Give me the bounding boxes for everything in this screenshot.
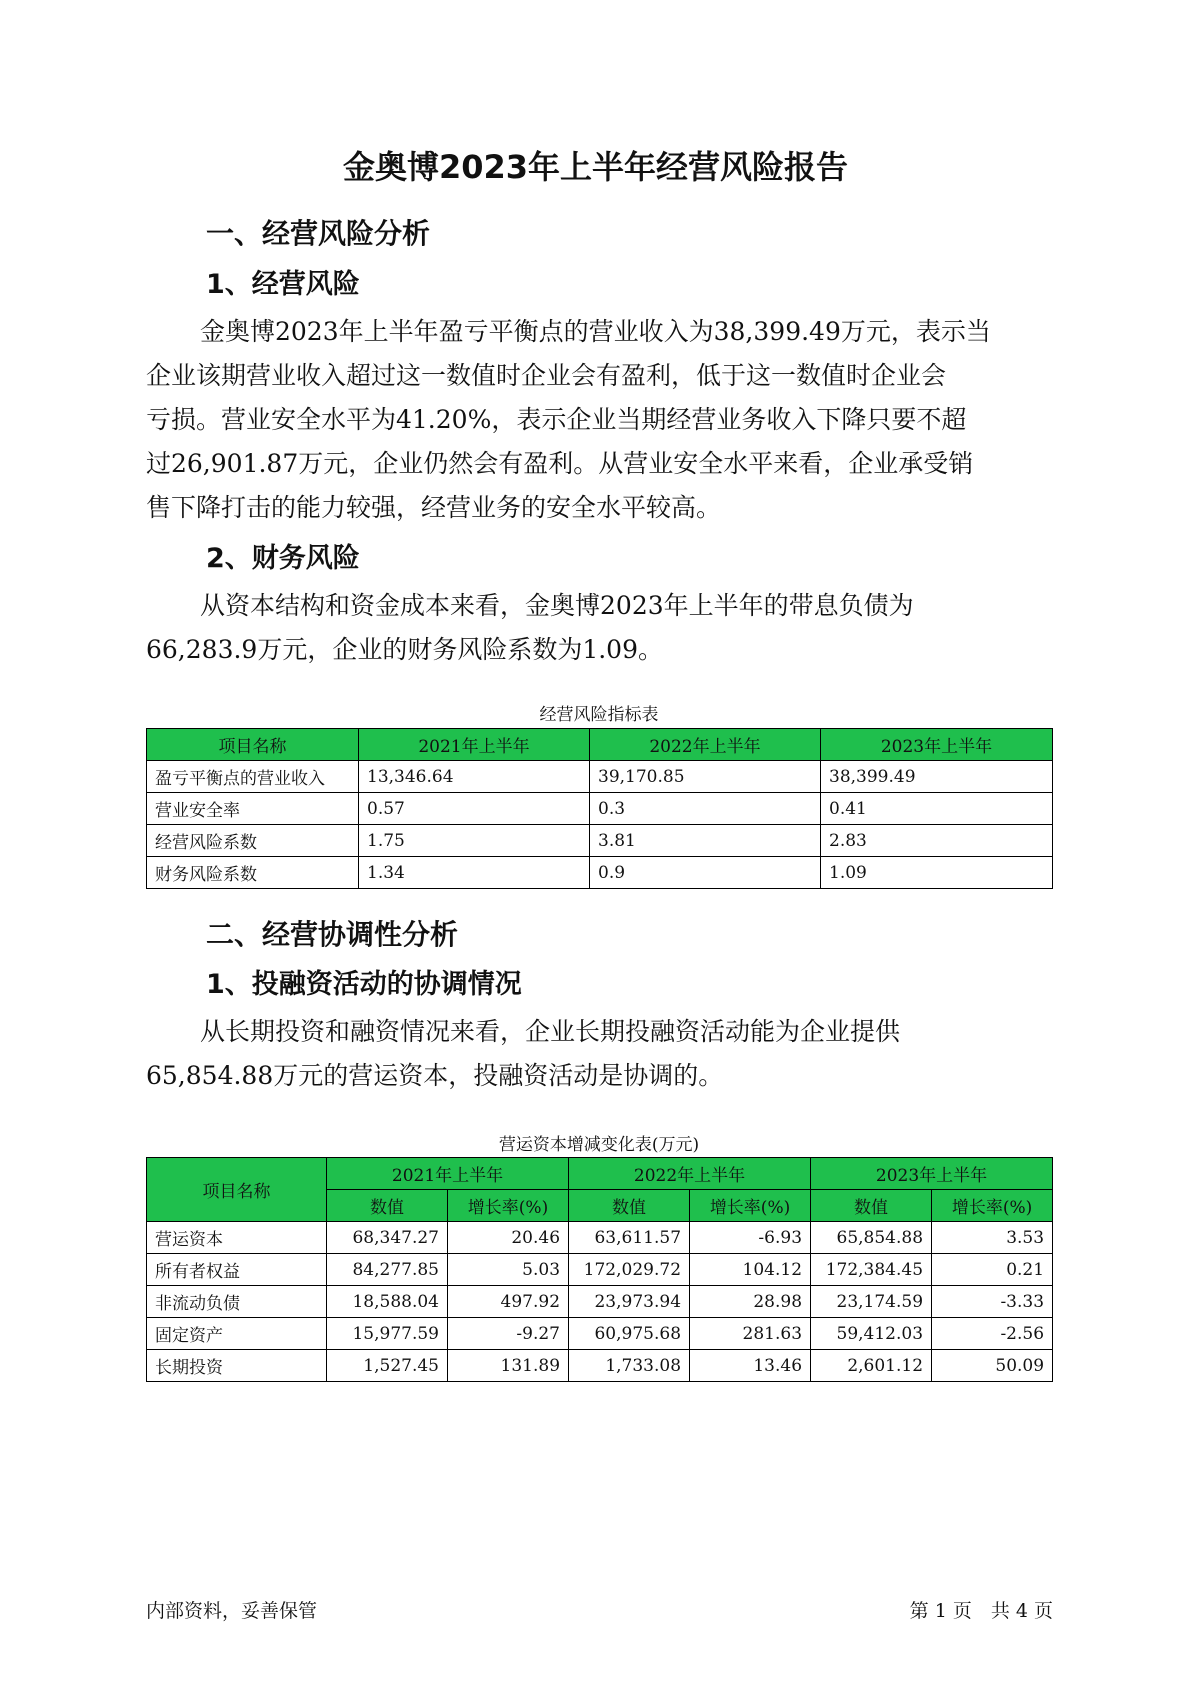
subheader-value: 数值	[569, 1190, 690, 1222]
cell-growth: 50.09	[932, 1350, 1053, 1382]
cell-value: 172,384.45	[811, 1254, 932, 1286]
subheading-financial-risk: 2、财务风险	[206, 543, 360, 574]
row-label: 长期投资	[147, 1350, 327, 1382]
subheader-value: 数值	[811, 1190, 932, 1222]
header-2023h1: 2023年上半年	[811, 1158, 1053, 1190]
table-row	[147, 857, 1053, 889]
cell-value: 1,733.08	[569, 1350, 690, 1382]
footer-confidential-note: 内部资料，妥善保管	[146, 1600, 318, 1622]
cell-value: 0.41	[821, 793, 1053, 825]
cell-value: 3.81	[590, 825, 821, 857]
row-label: 盈亏平衡点的营业收入	[147, 761, 359, 793]
cell-value: 1.09	[821, 857, 1053, 889]
header-2022h1: 2022年上半年	[590, 729, 821, 761]
row-label: 经营风险系数	[147, 825, 359, 857]
table-row	[147, 1318, 1053, 1350]
cell-value: 63,611.57	[569, 1222, 690, 1254]
header-2023h1: 2023年上半年	[821, 729, 1053, 761]
cell-growth: -2.56	[932, 1318, 1053, 1350]
row-label: 非流动负债	[147, 1286, 327, 1318]
cell-value: 39,170.85	[590, 761, 821, 793]
row-label: 所有者权益	[147, 1254, 327, 1286]
cell-value: 68,347.27	[327, 1222, 448, 1254]
cell-value: 13,346.64	[359, 761, 590, 793]
paragraph-operating-risk	[146, 310, 1046, 530]
table-row	[147, 825, 1053, 857]
cell-growth: 28.98	[690, 1286, 811, 1318]
table-row	[147, 761, 1053, 793]
cell-growth: 281.63	[690, 1318, 811, 1350]
subheader-growth-rate: 增长率(%)	[448, 1190, 569, 1222]
cell-growth: -9.27	[448, 1318, 569, 1350]
table-row	[147, 1222, 1053, 1254]
cell-value: 1.75	[359, 825, 590, 857]
text-line: 售下降打击的能力较强，经营业务的安全水平较高。	[146, 493, 722, 522]
text-line: 从长期投资和融资情况来看，企业长期投融资活动能为企业提供	[200, 1017, 901, 1046]
text-line: 65,854.88万元的营运资本，投融资活动是协调的。	[146, 1061, 724, 1090]
risk-indicator-table	[146, 728, 1053, 889]
subheader-growth-rate: 增长率(%)	[932, 1190, 1053, 1222]
cell-value: 2,601.12	[811, 1350, 932, 1382]
cell-growth: 20.46	[448, 1222, 569, 1254]
cell-growth: 13.46	[690, 1350, 811, 1382]
header-2021h1: 2021年上半年	[327, 1158, 569, 1190]
text-line: 企业该期营业收入超过这一数值时企业会有盈利，低于这一数值时企业会	[146, 361, 947, 390]
header-item-name: 项目名称	[147, 1158, 327, 1222]
subheader-value: 数值	[327, 1190, 448, 1222]
document-title: 金奥博2023年上半年经营风险报告	[342, 148, 849, 186]
row-label: 营运资本	[147, 1222, 327, 1254]
cell-value: 65,854.88	[811, 1222, 932, 1254]
table-row	[147, 1254, 1053, 1286]
row-label: 财务风险系数	[147, 857, 359, 889]
cell-value: 18,588.04	[327, 1286, 448, 1318]
cell-value: 2.83	[821, 825, 1053, 857]
cell-value: 38,399.49	[821, 761, 1053, 793]
cell-value: 0.9	[590, 857, 821, 889]
table-row	[147, 1350, 1053, 1382]
working-capital-table	[146, 1157, 1053, 1382]
table-header-row	[147, 1158, 1053, 1190]
cell-value: 84,277.85	[327, 1254, 448, 1286]
cell-value: 59,412.03	[811, 1318, 932, 1350]
header-2021h1: 2021年上半年	[359, 729, 590, 761]
cell-growth: 3.53	[932, 1222, 1053, 1254]
row-label: 营业安全率	[147, 793, 359, 825]
cell-growth: 5.03	[448, 1254, 569, 1286]
text-line: 金奥博2023年上半年盈亏平衡点的营业收入为38,399.49万元，表示当	[200, 317, 991, 346]
text-line: 亏损。营业安全水平为41.20%，表示企业当期经营业务收入下降只要不超	[146, 405, 967, 434]
table-caption-risk-indicators: 经营风险指标表	[539, 705, 659, 725]
cell-growth: 0.21	[932, 1254, 1053, 1286]
cell-growth: -3.33	[932, 1286, 1053, 1318]
cell-value: 1.34	[359, 857, 590, 889]
text-line: 过26,901.87万元，企业仍然会有盈利。从营业安全水平来看，企业承受销	[146, 449, 974, 478]
section-heading-coordination: 二、经营协调性分析	[206, 918, 459, 951]
footer-page-number: 第 1 页 共 4 页	[909, 1600, 1053, 1622]
cell-growth: -6.93	[690, 1222, 811, 1254]
subheader-growth-rate: 增长率(%)	[690, 1190, 811, 1222]
cell-value: 23,174.59	[811, 1286, 932, 1318]
row-label: 固定资产	[147, 1318, 327, 1350]
cell-growth: 497.92	[448, 1286, 569, 1318]
cell-growth: 131.89	[448, 1350, 569, 1382]
subheading-investment-financing: 1、投融资活动的协调情况	[206, 969, 522, 1000]
section-heading-operating-risk: 一、经营风险分析	[206, 217, 431, 250]
header-item-name: 项目名称	[147, 729, 359, 761]
table-header-row	[147, 729, 1053, 761]
cell-value: 60,975.68	[569, 1318, 690, 1350]
cell-value: 1,527.45	[327, 1350, 448, 1382]
cell-value: 15,977.59	[327, 1318, 448, 1350]
table-row	[147, 1286, 1053, 1318]
cell-value: 23,973.94	[569, 1286, 690, 1318]
cell-value: 0.57	[359, 793, 590, 825]
paragraph-financial-risk	[146, 584, 1046, 672]
cell-value: 0.3	[590, 793, 821, 825]
text-line: 从资本结构和资金成本来看，金奥博2023年上半年的带息负债为	[200, 591, 914, 620]
header-2022h1: 2022年上半年	[569, 1158, 811, 1190]
cell-growth: 104.12	[690, 1254, 811, 1286]
paragraph-investment-financing	[146, 1010, 1046, 1098]
text-line: 66,283.9万元，企业的财务风险系数为1.09。	[146, 635, 663, 664]
table-row	[147, 793, 1053, 825]
subheading-operating-risk: 1、经营风险	[206, 269, 360, 300]
cell-value: 172,029.72	[569, 1254, 690, 1286]
table-caption-working-capital: 营运资本增减变化表(万元)	[498, 1135, 700, 1155]
